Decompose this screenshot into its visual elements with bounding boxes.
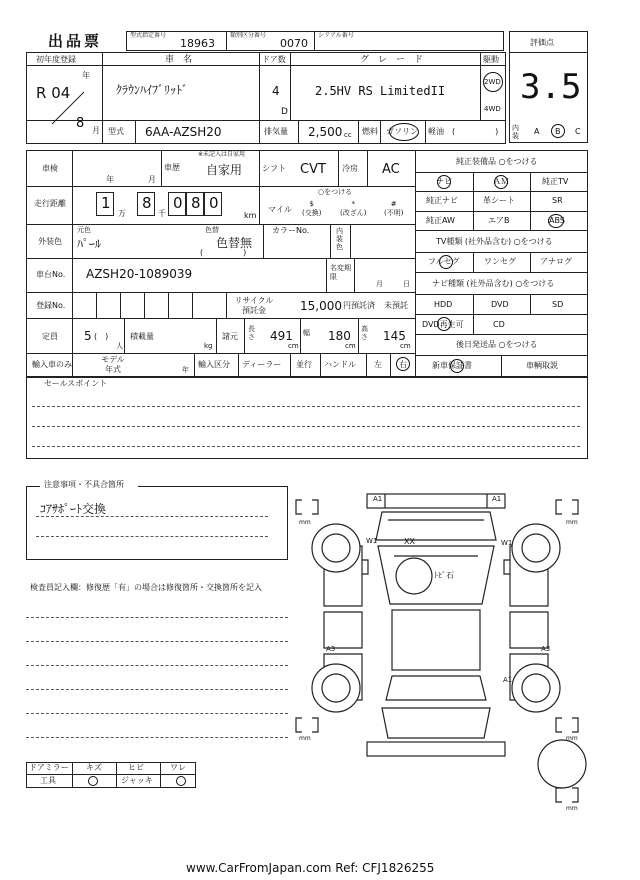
interior-grade-a: A	[534, 127, 540, 136]
mm-label-spare: mm	[566, 805, 578, 812]
legend-mirror: ドアミラー	[29, 763, 69, 772]
mileage-km-unit: km	[244, 211, 257, 220]
damage-a1-front-left: A1	[373, 495, 383, 503]
mileage-exchange: $ (交換)	[302, 200, 322, 217]
doors-label: ドア数	[262, 55, 286, 64]
history-label: 車歴	[164, 163, 180, 172]
navi-item-hdd: HDD	[434, 300, 453, 309]
first-reg-year-unit: 年	[82, 71, 90, 80]
type-number-label: 型式指定番号	[130, 32, 167, 39]
genuine-item-airbag: エアB	[488, 216, 510, 225]
exterior-color-label: 外装色	[38, 237, 62, 246]
mileage-digit-1: 1	[101, 194, 111, 212]
damage-stone-chip: ﾄﾋﾞ石	[434, 571, 454, 580]
recycle-value: 15,000	[300, 299, 342, 313]
interior-grade-c: C	[575, 127, 581, 136]
width-label: 幅	[303, 329, 310, 337]
interior-color-label: 内装色	[336, 227, 343, 251]
import-category-label: 輸入区分	[198, 360, 230, 369]
vin-label: 車台No.	[36, 270, 66, 279]
cc-unit: cc	[344, 131, 352, 139]
legend-jack: ジャッキ	[121, 776, 153, 785]
inspector-label: 検査員記入欄：修復歴「有」の場合は修復箇所・交換箇所を記入	[30, 583, 262, 592]
serial-number-label: シリアル番号	[318, 32, 354, 39]
genuine-item-navi-genuine: 純正ナビ	[426, 196, 458, 205]
grade-label: グ レ ー ド	[360, 55, 424, 65]
mm-label-rr: mm	[566, 735, 578, 742]
original-color-value: ﾊﾟｰﾙ	[77, 237, 102, 251]
mileage-man-unit: 万	[118, 209, 126, 218]
navi-item-dvd: DVD	[491, 300, 509, 309]
expiry-label: 名変期限	[330, 264, 351, 281]
repaint-paren: ( )	[200, 248, 247, 257]
capacity-value: 5	[84, 329, 92, 343]
fuel-value: ガソリン	[386, 127, 418, 136]
recycle-label: リサイクル預託金	[234, 296, 274, 315]
inspection-label: 車検	[42, 164, 58, 173]
expiry-day-unit: 日	[403, 280, 410, 288]
mm-label-fl: mm	[299, 519, 311, 526]
tv-item-fullseg: フルセグ	[428, 257, 460, 266]
handle-left: 左	[374, 360, 382, 369]
model-label: 型式	[108, 127, 124, 136]
vin-value: AZSH20-1089039	[86, 267, 193, 281]
interior-grade-b: B	[555, 127, 561, 136]
class-number-label: 類別区分番号	[230, 32, 267, 39]
capacity-label: 定員	[42, 332, 58, 341]
displacement-label: 排気量	[264, 127, 288, 136]
tv-title: TV種類 (社外品含む) ○をつける	[436, 237, 553, 246]
handle-right: 右	[399, 360, 407, 369]
doors-value: 4	[272, 84, 280, 98]
handle-label: ハンドル	[324, 360, 356, 369]
door-type-value: D	[281, 107, 288, 117]
height-value: 145	[383, 329, 406, 343]
later-title: 後日発送品 ○をつける	[456, 340, 538, 349]
recycle-unpaid: 未預託	[384, 301, 408, 310]
drive-label: 駆動	[483, 55, 499, 64]
mileage-digit-5: 0	[209, 194, 219, 212]
later-item-manual: 車輌取説	[526, 361, 558, 370]
mileage-digit-2: 8	[142, 194, 152, 212]
sales-point-label: セールスポイント	[44, 379, 108, 388]
first-reg-month-unit: 月	[92, 126, 100, 135]
navi-item-sd: SD	[552, 300, 564, 309]
tv-item-oneseg: ワンセグ	[484, 257, 516, 266]
first-reg-era: R 04	[36, 84, 71, 102]
repaint-value: 色替無	[216, 236, 253, 250]
mileage-altered: * (改ざん)	[340, 200, 367, 217]
mileage-mile: マイル	[268, 205, 292, 214]
notes-text: ｺｱｻﾎﾟｰﾄ交換	[40, 502, 107, 516]
mileage-digit-3: 0	[173, 194, 183, 212]
width-cm-unit: cm	[345, 342, 356, 350]
car-name-value: ｸﾗｳﾝﾊｲﾌﾞﾘｯﾄﾞ	[116, 83, 189, 97]
mm-label-rl: mm	[299, 735, 311, 742]
mileage-sen-unit: 千	[158, 209, 166, 218]
shift-value: CVT	[300, 162, 326, 177]
genuine-item-tv: 純正TV	[542, 177, 569, 186]
drive-4wd: 4WD	[484, 105, 501, 113]
genuine-item-abs: ABS	[549, 216, 565, 225]
import-label: 輸入車のみ	[32, 360, 72, 369]
mm-label-fr: mm	[566, 519, 578, 526]
footer-reference: www.CarFromJapan.com Ref: CFJ1826255	[186, 861, 435, 875]
length-value: 491	[270, 329, 293, 343]
fuel-label: 燃料	[362, 127, 378, 136]
genuine-item-leather: 革シート	[483, 196, 515, 205]
load-label: 積載量	[130, 332, 154, 341]
ac-value: AC	[382, 162, 400, 177]
genuine-item-am: ＡＭ	[493, 177, 509, 186]
repaint-label: 色替	[205, 226, 219, 234]
expiry-month-unit: 月	[376, 280, 383, 288]
navi-title: ナビ種類 (社外品含む) ○をつける	[432, 279, 555, 288]
genuine-item-aw: 純正AW	[426, 216, 455, 225]
model-year-unit: 年	[182, 366, 189, 374]
inspection-month-unit: 月	[148, 175, 156, 184]
navi-item-cd: CD	[493, 320, 505, 329]
import-parallel: 並行	[296, 360, 312, 369]
damage-xx-windshield: XX	[404, 537, 415, 546]
import-dealer: ディーラー	[242, 360, 282, 369]
fuel-other-paren: ( )	[452, 127, 499, 136]
legend-tools: 工具	[40, 776, 56, 785]
displacement-value: 2,500	[308, 125, 343, 139]
tv-item-analog: アナログ	[540, 257, 572, 266]
genuine-item-sr: SR	[552, 196, 563, 205]
capacity-unit: 人	[116, 342, 123, 350]
length-cm-unit: cm	[288, 342, 299, 350]
damage-a3-right: A3	[541, 645, 551, 653]
drive-2wd: 2WD	[484, 78, 501, 86]
damage-a1-front-right: A1	[492, 495, 502, 503]
first-reg-month: 8	[76, 116, 85, 131]
score-value: 3.5	[520, 67, 582, 107]
reg-label: 登録No.	[36, 301, 66, 310]
legend-scratch: キズ	[86, 763, 102, 772]
ac-label: 冷房	[342, 164, 358, 173]
type-number-value: 18963	[180, 37, 215, 50]
navi-item-dvd-play: DVD再生可	[422, 320, 464, 329]
light-oil-label: 軽油	[428, 127, 444, 136]
original-color-label: 元色	[77, 226, 91, 234]
class-number-value: 0070	[280, 37, 308, 50]
load-kg-unit: kg	[204, 342, 213, 350]
sheet-title: 出品票	[48, 32, 103, 50]
notes-label: 注意事項・不具合箇所	[44, 480, 124, 489]
damage-w1-left: W1	[366, 537, 378, 545]
genuine-title: 純正装備品 ○をつける	[456, 157, 538, 166]
mileage-unknown: # (不明)	[384, 200, 404, 217]
mileage-attach-note: ○をつける	[318, 188, 353, 196]
legend-break: ワレ	[170, 763, 186, 772]
height-label: 高さ	[361, 325, 368, 341]
grade-value: 2.5HV RS LimitedII	[315, 84, 446, 98]
model-value: 6AA-AZSH20	[145, 125, 222, 139]
mileage-label: 走行距離	[34, 199, 66, 208]
legend-crack: ヒビ	[128, 763, 144, 772]
mileage-digit-4: 8	[191, 194, 201, 212]
first-reg-label: 初年度登録	[36, 55, 76, 64]
interior-label: 内装	[512, 124, 519, 140]
model-year-label: モデル年式	[101, 355, 125, 374]
recycle-paid: 円預託済	[343, 301, 375, 310]
width-value: 180	[328, 329, 351, 343]
car-name-label: 車 名	[165, 55, 193, 65]
damage-a1-right-rear: A1	[503, 676, 513, 684]
length-label: 長さ	[248, 325, 255, 341]
inspection-year-unit: 年	[106, 175, 114, 184]
capacity-paren: ( )	[94, 332, 109, 341]
history-value: 自家用	[206, 163, 243, 177]
shift-label: シフト	[262, 164, 286, 173]
genuine-item-navi: ナビ	[436, 177, 452, 186]
damage-a3-left: A3	[326, 645, 336, 653]
dims-head-label: 諸元	[222, 332, 238, 341]
height-cm-unit: cm	[400, 342, 411, 350]
later-item-warranty: 新車保証書	[432, 361, 472, 370]
history-note: ※未記入は自家用	[198, 151, 246, 158]
color-no-label: カラーNo.	[272, 226, 310, 235]
score-label: 評価点	[530, 38, 554, 47]
damage-w1-right: W1	[501, 539, 513, 547]
